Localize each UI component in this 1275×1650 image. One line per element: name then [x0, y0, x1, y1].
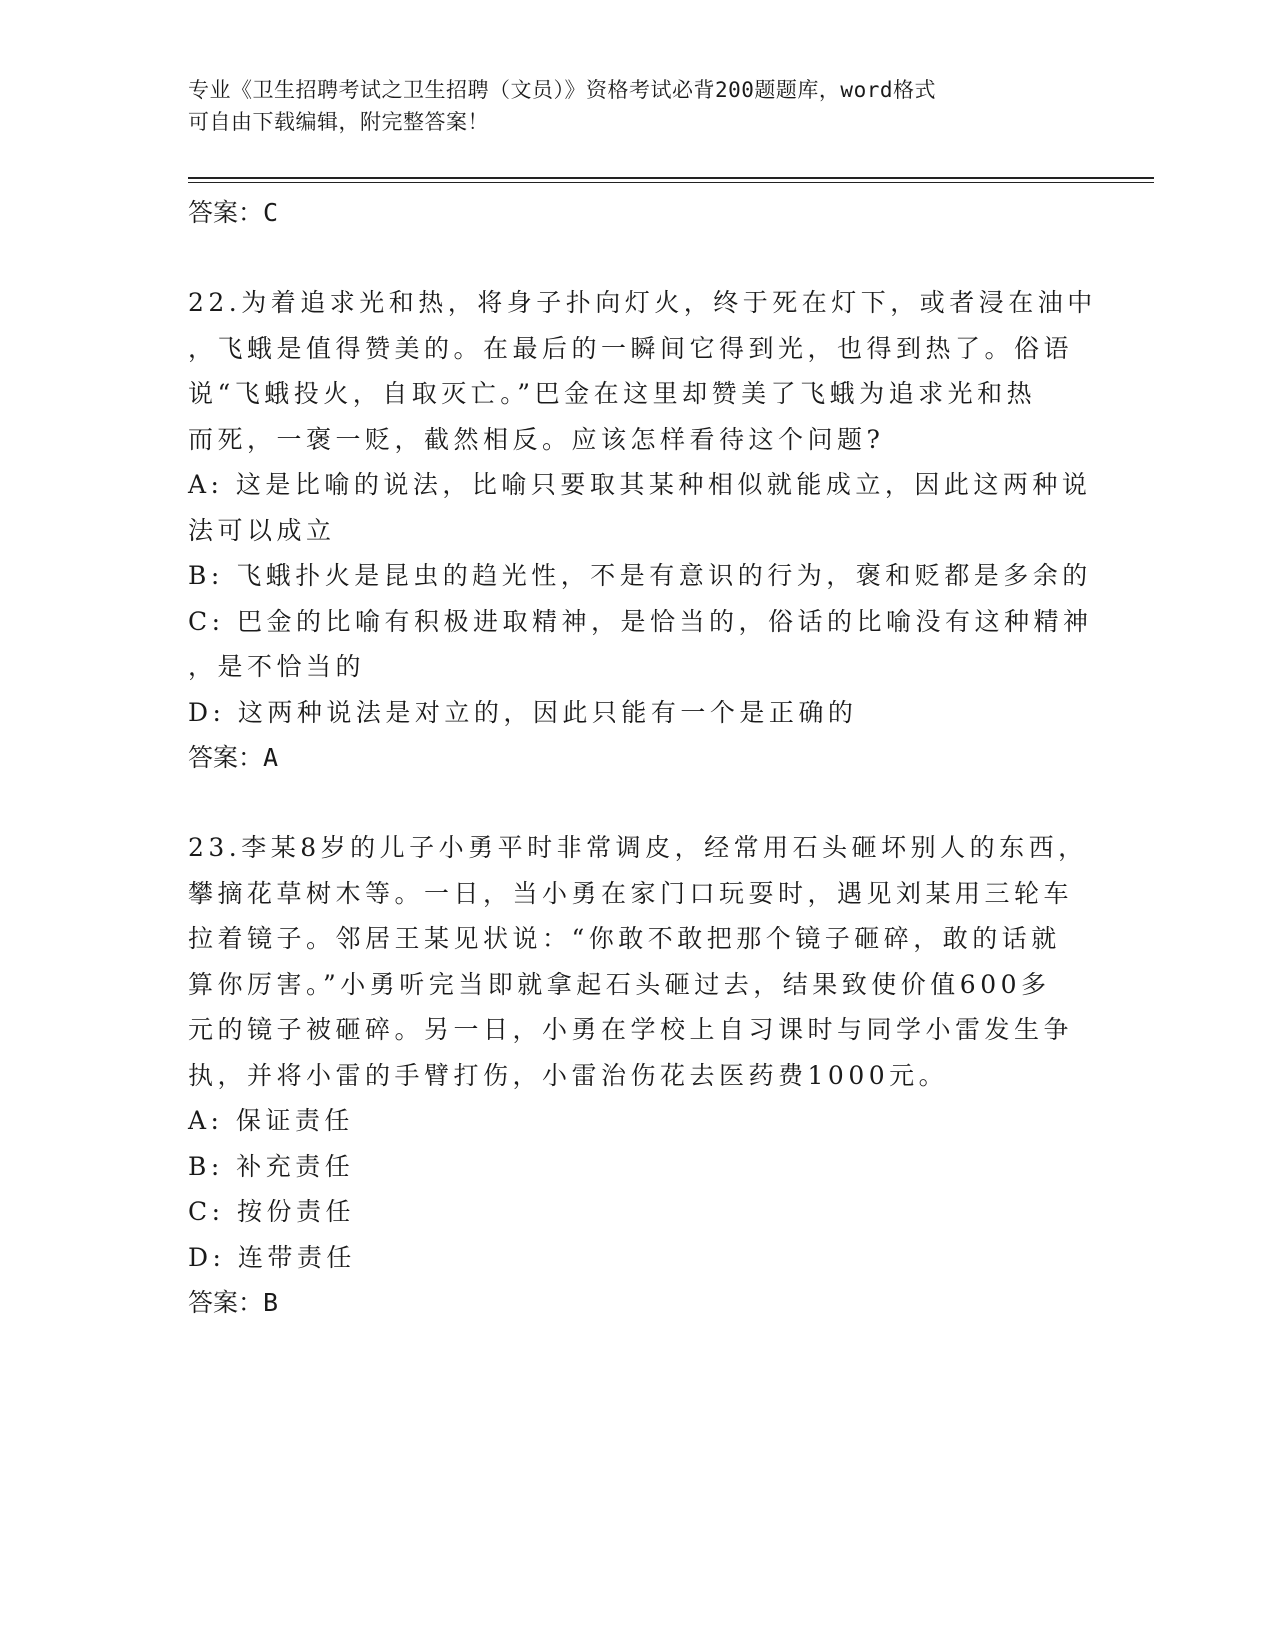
answer-line	[188, 735, 1088, 781]
answer-value: B	[263, 1288, 279, 1317]
option-b-line: B: 补充责任	[188, 1151, 355, 1181]
header-divider-thin	[188, 182, 1154, 183]
answer-label: 答案：	[188, 743, 264, 772]
question-23	[188, 825, 1088, 1326]
option-c-line: C: 巴金的比喻有积极进取精神，是恰当的，俗话的比喻没有这种精神	[188, 606, 1093, 636]
question-text-line: 算你厉害。”小勇听完当即就拿起石头砸过去，结果致使价值600多	[188, 969, 1051, 999]
option-b-line: B: 飞蛾扑火是昆虫的趋光性，不是有意识的行为，褒和贬都是多余的	[188, 561, 1092, 590]
header-divider-thick	[188, 177, 1154, 179]
answer-value: A	[263, 743, 279, 772]
document-body	[188, 190, 1097, 1326]
header-title-line-1: 专业《卫生招聘考试之卫生招聘（文员）》资格考试必背200题题库，word格式	[188, 78, 936, 102]
option-a-line: A: 保证责任	[188, 1106, 354, 1135]
question-22	[188, 280, 1097, 781]
question-text-line: 22.为着追求光和热，将身子扑向灯火，终于死在灯下，或者浸在油中	[188, 288, 1097, 317]
option-d-line: D: 这两种说法是对立的，因此只能有一个是正确的	[188, 697, 858, 727]
option-a-line: A: 这是比喻的说法，比喻只要取其某种相似就能成立，因此这两种说	[188, 470, 1092, 499]
question-text-line: 23.李某8岁的儿子小勇平时非常调皮，经常用石头砸坏别人的东西，	[188, 833, 1088, 862]
question-text-line: 说“飞蛾投火，自取灭亡。”巴金在这里却赞美了飞蛾为追求光和热	[188, 379, 1037, 408]
answer-label: 答案：	[188, 1288, 264, 1317]
question-text-line: 而死，一褒一贬，截然相反。应该怎样看待这个问题?	[188, 424, 885, 454]
answer-value: C	[263, 198, 279, 227]
question-text-line: 执，并将小雷的手臂打伤，小雷治伤花去医药费1000元。	[188, 1060, 949, 1090]
option-c-line: C: 按份责任	[188, 1197, 355, 1226]
question-text-line: 攀摘花草树木等。一日，当小勇在家门口玩耍时，遇见刘某用三轮车	[188, 878, 1074, 908]
header-title-line-2: 可自由下载编辑，附完整答案！	[188, 110, 489, 134]
answer-line	[188, 1280, 1088, 1326]
option-d-line: D: 连带责任	[188, 1242, 356, 1272]
page-header	[188, 74, 1088, 138]
question-text-line: ，飞蛾是值得赞美的。在最后的一瞬间它得到光，也得到热了。俗语	[188, 333, 1074, 363]
question-text-line: 拉着镜子。邻居王某见状说：“你敢不敢把那个镜子砸碎，敢的话就	[188, 924, 1061, 953]
answer-label: 答案：	[188, 198, 264, 227]
option-a-line: 法可以成立	[188, 515, 336, 545]
spacer	[188, 236, 1088, 280]
spacer	[188, 781, 1088, 825]
question-text-line: 元的镜子被砸碎。另一日，小勇在学校上自习课时与同学小雷发生争	[188, 1015, 1074, 1044]
answer-line	[188, 190, 1088, 236]
option-c-line: ，是不恰当的	[188, 652, 366, 681]
